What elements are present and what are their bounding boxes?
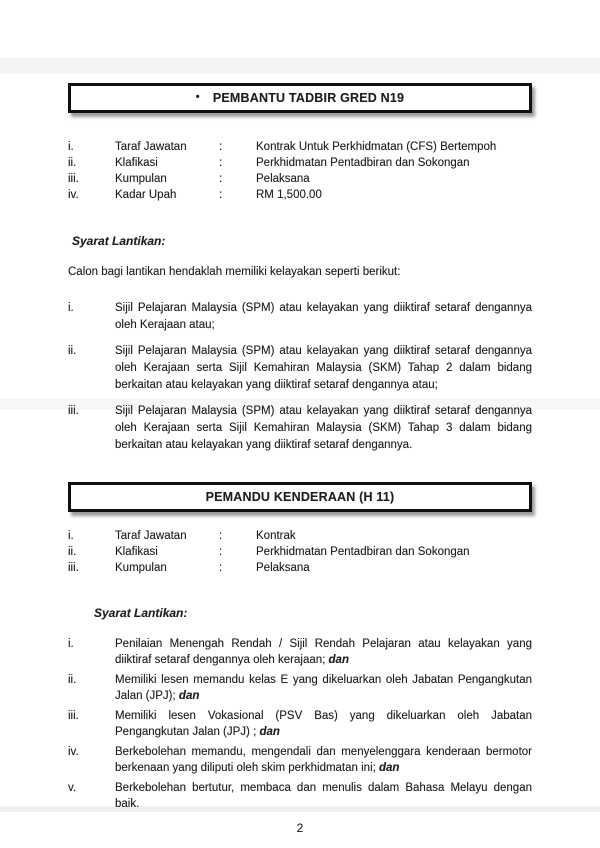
page-number: 2 xyxy=(296,821,304,835)
detail-colon: : xyxy=(219,189,223,201)
detail-list-pemandu xyxy=(68,528,532,576)
requirement-emphasis: dan xyxy=(328,654,349,666)
requirement-text xyxy=(115,744,532,776)
requirement-text xyxy=(115,343,532,394)
requirement-text xyxy=(115,780,532,812)
requirement-numeral: i. xyxy=(68,302,74,314)
detail-numeral: iii. xyxy=(68,173,79,185)
requirement-body: Sijil Pelajaran Malaysia (SPM) atau kelayakan yang diiktiraf setaraf dengannya oleh Kerajaan serta Sijil Kemahiran Malaysia (SKM) Tahap 3 dalam bidang berkaitan atau kelayakan yang diiktiraf setaraf dengannya. xyxy=(115,405,532,451)
detail-label: Taraf Jawatan xyxy=(115,141,187,153)
requirement-numeral: ii. xyxy=(68,674,77,686)
requirement-numeral: iv. xyxy=(68,746,79,758)
section-title-pembantu-tadbir: PEMBANTU TADBIR GRED N19 xyxy=(212,91,405,105)
syarat-lantikan-heading-pemandu: Syarat Lantikan: xyxy=(94,606,188,620)
requirement-numeral: iii. xyxy=(68,710,79,722)
section-title-box-pembantu-tadbir xyxy=(68,83,532,113)
requirement-item xyxy=(68,343,532,394)
requirement-emphasis: dan xyxy=(379,762,400,774)
detail-numeral: ii. xyxy=(68,546,77,558)
detail-value: Kontrak xyxy=(256,530,296,542)
detail-colon: : xyxy=(219,530,223,542)
detail-list-pembantu xyxy=(68,139,532,203)
detail-row xyxy=(68,528,532,544)
detail-row xyxy=(68,560,532,576)
detail-colon: : xyxy=(219,546,223,558)
detail-row xyxy=(68,155,532,171)
detail-colon: : xyxy=(219,173,223,185)
detail-numeral: i. xyxy=(68,141,74,153)
requirement-body: Berkebolehan bertutur, membaca dan menulis dalam Bahasa Melayu dengan baik. xyxy=(115,782,532,810)
detail-numeral: iv. xyxy=(68,189,79,201)
requirement-item xyxy=(68,636,532,668)
requirement-item xyxy=(68,744,532,776)
detail-row xyxy=(68,544,532,560)
detail-value: Pelaksana xyxy=(256,173,310,185)
requirement-body: Sijil Pelajaran Malaysia (SPM) atau kelayakan yang diiktiraf setaraf dengannya oleh Kerajaan serta Sijil Kemahiran Malaysia (SKM) Tahap 2 dalam bidang berkaitan atau kelayakan yang diiktiraf setaraf dengannya atau; xyxy=(115,345,532,391)
requirement-text xyxy=(115,300,532,334)
requirement-text xyxy=(115,672,532,704)
detail-numeral: iii. xyxy=(68,562,79,574)
requirement-item xyxy=(68,403,532,454)
detail-colon: : xyxy=(219,157,223,169)
requirement-numeral: v. xyxy=(68,782,77,794)
bullet-icon: • xyxy=(195,91,200,103)
requirement-item xyxy=(68,672,532,704)
requirement-list-pemandu xyxy=(68,636,532,812)
requirement-item xyxy=(68,300,532,334)
syarat-lantikan-heading-pembantu: Syarat Lantikan: xyxy=(72,234,166,248)
detail-value: RM 1,500.00 xyxy=(256,189,322,201)
requirement-numeral: ii. xyxy=(68,345,77,357)
requirement-body: Memiliki lesen memandu kelas E yang dikeluarkan oleh Jabatan Pengangkutan Jalan (JPJ); xyxy=(115,674,532,702)
detail-label: Klafikasi xyxy=(115,157,158,169)
intro-text: Calon bagi lantikan hendaklah memiliki kelayakan seperti berikut: xyxy=(68,266,401,278)
requirement-numeral: i. xyxy=(68,638,74,650)
requirement-body: Memiliki lesen Vokasional (PSV Bas) yang dikeluarkan oleh Jabatan Pengangkutan Jalan (JPJ) ; xyxy=(115,710,532,738)
detail-row xyxy=(68,171,532,187)
requirement-item xyxy=(68,780,532,812)
requirement-text xyxy=(115,708,532,740)
requirement-emphasis: dan xyxy=(259,726,280,738)
detail-numeral: i. xyxy=(68,530,74,542)
requirement-emphasis: dan xyxy=(178,690,200,702)
detail-row xyxy=(68,187,532,203)
detail-label: Kumpulan xyxy=(115,562,167,574)
requirement-list-pembantu xyxy=(68,300,532,454)
detail-numeral: ii. xyxy=(68,157,77,169)
detail-value: Perkhidmatan Pentadbiran dan Sokongan xyxy=(256,546,470,558)
detail-colon: : xyxy=(219,562,223,574)
detail-label: Klafikasi xyxy=(115,546,158,558)
detail-colon: : xyxy=(219,141,223,153)
requirement-text xyxy=(115,636,532,668)
section-title-pemandu-kenderaan: PEMANDU KENDERAAN (H 11) xyxy=(205,490,395,504)
requirement-body: Berkebolehan memandu, mengendali dan menyelenggara kenderaan bermotor berkenaan yang diliputi oleh skim perkhidmatan ini; xyxy=(115,746,532,774)
requirement-body: Penilaian Menengah Rendah / Sijil Rendah Pelajaran atau kelayakan yang diiktiraf setaraf dengannya oleh kerajaan; xyxy=(115,638,532,666)
detail-value: Kontrak Untuk Perkhidmatan (CFS) Bertempoh xyxy=(256,141,497,153)
requirement-text xyxy=(115,403,532,454)
detail-row xyxy=(68,139,532,155)
detail-value: Perkhidmatan Pentadbiran dan Sokongan xyxy=(256,157,470,169)
requirement-numeral: iii. xyxy=(68,405,79,417)
detail-value: Pelaksana xyxy=(256,562,310,574)
requirement-item xyxy=(68,708,532,740)
detail-label: Kumpulan xyxy=(115,173,167,185)
detail-label: Kadar Upah xyxy=(115,189,177,201)
section-title-box-pemandu-kenderaan xyxy=(68,482,532,512)
requirement-body: Sijil Pelajaran Malaysia (SPM) atau kelayakan yang diiktiraf setaraf dengannya oleh Kerajaan atau; xyxy=(115,302,532,331)
detail-label: Taraf Jawatan xyxy=(115,530,187,542)
